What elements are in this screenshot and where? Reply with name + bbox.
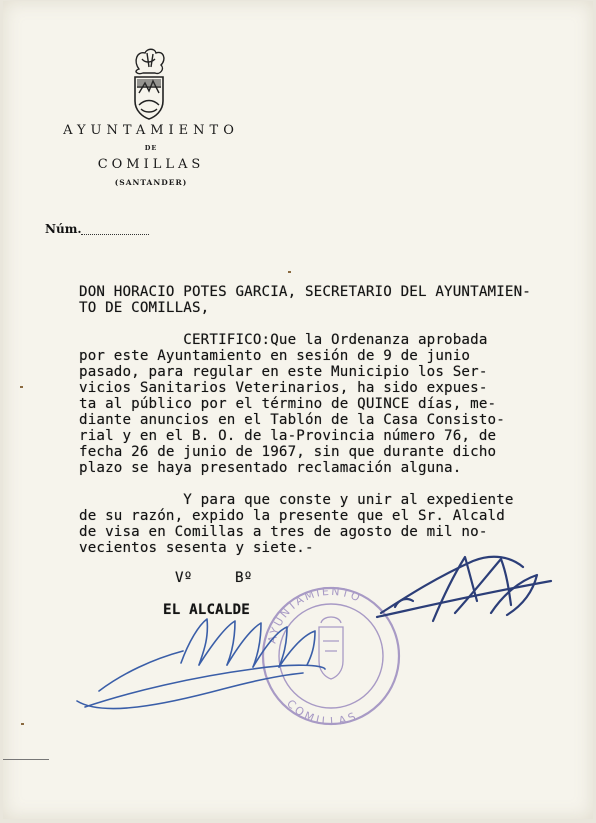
body-line: CERTIFICO:Que la Ordenanza aprobada bbox=[79, 332, 488, 348]
mayor-label: EL ALCALDE bbox=[163, 602, 250, 618]
bueno-label: Bº bbox=[235, 570, 253, 586]
body-line: DON HORACIO POTES GARCIA, SECRETARIO DEL AYUNTAMIEN- bbox=[79, 284, 531, 300]
body-line: pasado, para regular en este Municipio los Ser- bbox=[79, 364, 488, 380]
body-line: fecha 26 de junio de 1967, sin que durante dicho bbox=[79, 444, 497, 460]
letterhead-de: DE bbox=[144, 144, 158, 152]
body-line: de visa en Comillas a tres de agosto de mil no- bbox=[79, 524, 488, 540]
margin-mark bbox=[288, 271, 291, 273]
mayor-signature bbox=[77, 619, 325, 709]
body-line: de su razón, expido la presente que el Sr. Alcald bbox=[79, 508, 505, 524]
stamp-top-text: AYUNTAMIENTO bbox=[265, 584, 364, 645]
secretary-signature bbox=[377, 557, 551, 621]
number-dotted-line bbox=[81, 234, 149, 235]
body-line: vecientos sesenta y siete.- bbox=[79, 540, 314, 556]
number-label: Núm. bbox=[45, 222, 82, 236]
body-line: rial y en el B. O. de la-Provincia número 76, de bbox=[79, 428, 497, 444]
margin-mark bbox=[21, 723, 24, 725]
body-line: vicios Sanitarios Veterinarios, ha sido expues- bbox=[79, 380, 488, 396]
body-line: ta al público por el término de QUINCE días, me- bbox=[79, 396, 497, 412]
visto-label: Vº bbox=[175, 570, 193, 586]
body-line: diante anuncios en el Tablón de la Casa Consisto- bbox=[79, 412, 505, 428]
stamp-bottom-text: COMILLAS bbox=[284, 697, 361, 729]
coat-of-arms-icon bbox=[127, 47, 171, 125]
fold-mark bbox=[3, 759, 49, 760]
body-line: plazo se haya presentado reclamación alguna. bbox=[79, 460, 462, 476]
body-line: por este Ayuntamiento en sesión de 9 de junio bbox=[79, 348, 471, 364]
letterhead-town: COMILLAS bbox=[97, 157, 205, 172]
letterhead-ayuntamiento: AYUNTAMIENTO bbox=[63, 123, 239, 138]
body-line: Y para que conste y unir al expediente bbox=[79, 492, 514, 508]
body-line: TO DE COMILLAS, bbox=[79, 300, 210, 316]
letterhead-province: (SANTANDER) bbox=[114, 178, 188, 187]
document-page bbox=[3, 1, 593, 819]
margin-mark bbox=[20, 386, 23, 388]
